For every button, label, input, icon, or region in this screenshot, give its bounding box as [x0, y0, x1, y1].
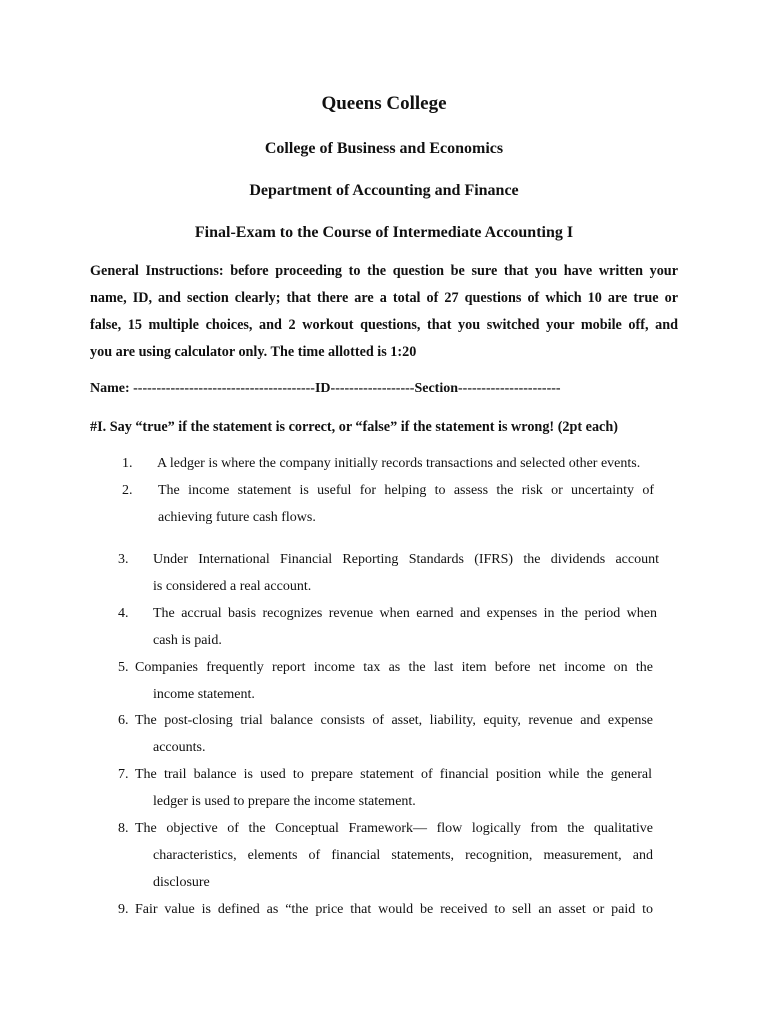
general-instructions [90, 263, 682, 363]
question-number: 7. [118, 767, 129, 782]
question-number: 3. [118, 552, 129, 567]
question-text: income statement. [153, 687, 255, 702]
question-text: accounts. [153, 740, 206, 755]
question-text: A ledger is where the company initially records transactions and selected other events. [157, 456, 641, 471]
question-text: disclosure [153, 875, 210, 890]
department-title: Department of Accounting and Finance [249, 182, 519, 199]
question-text: Fair value is defined as “the price that would be received to sell an asset or paid to [135, 902, 653, 917]
question-text: cash is paid. [153, 633, 222, 648]
question-text: Companies frequently report income tax as the last item before net income on the [135, 660, 653, 675]
question-text: The objective of the Conceptual Framework— flow logically from the qualitative [135, 821, 653, 836]
question-number: 8. [118, 821, 129, 836]
question-number: 5. [118, 660, 129, 675]
question-number: 9. [118, 902, 129, 917]
instructions-line: you are using calculator only. The time allotted is 1:20 [90, 344, 417, 360]
college-title: College of Business and Economics [264, 140, 504, 157]
question-text: The post-closing trial balance consists of asset, liability, equity, revenue and expense [135, 713, 653, 728]
question-text: The accrual basis recognizes revenue when earned and expenses in the period when [153, 606, 657, 621]
instructions-line: false, 15 multiple choices, and 2 workout questions, that you switched your mobile off, and [90, 317, 678, 333]
section-1-title: #I. Say “true” if the statement is correct, or “false” if the statement is wrong! (2pt each) [90, 419, 618, 435]
question-text: The income statement is useful for helping to assess the risk or uncertainty of [158, 483, 654, 498]
question-text: is considered a real account. [153, 579, 312, 594]
question-text: achieving future cash flows. [158, 510, 316, 525]
question-text: Under International Financial Reporting Standards (IFRS) the dividends account [153, 552, 659, 567]
instructions-line: General Instructions: before proceeding to the question be sure that you have written your [90, 263, 678, 279]
question-text: ledger is used to prepare the income statement. [153, 794, 416, 809]
question-number: 4. [118, 606, 129, 621]
instructions-line: name, ID, and section clearly; that there are a total of 27 questions of which 10 are true or [90, 290, 678, 306]
question-number: 2. [122, 483, 133, 498]
question-text: The trail balance is used to prepare statement of financial position while the general [135, 767, 652, 782]
question-number: 6. [118, 713, 129, 728]
student-info-line: Name: ---------------------------------------ID------------------Section---------------------- [90, 381, 561, 396]
question-text: characteristics, elements of financial statements, recognition, measurement, and [153, 848, 653, 863]
institution-title: Queens College [321, 93, 447, 114]
question-number: 1. [122, 456, 133, 471]
exam-title: Final-Exam to the Course of Intermediate Accounting I [194, 224, 574, 241]
